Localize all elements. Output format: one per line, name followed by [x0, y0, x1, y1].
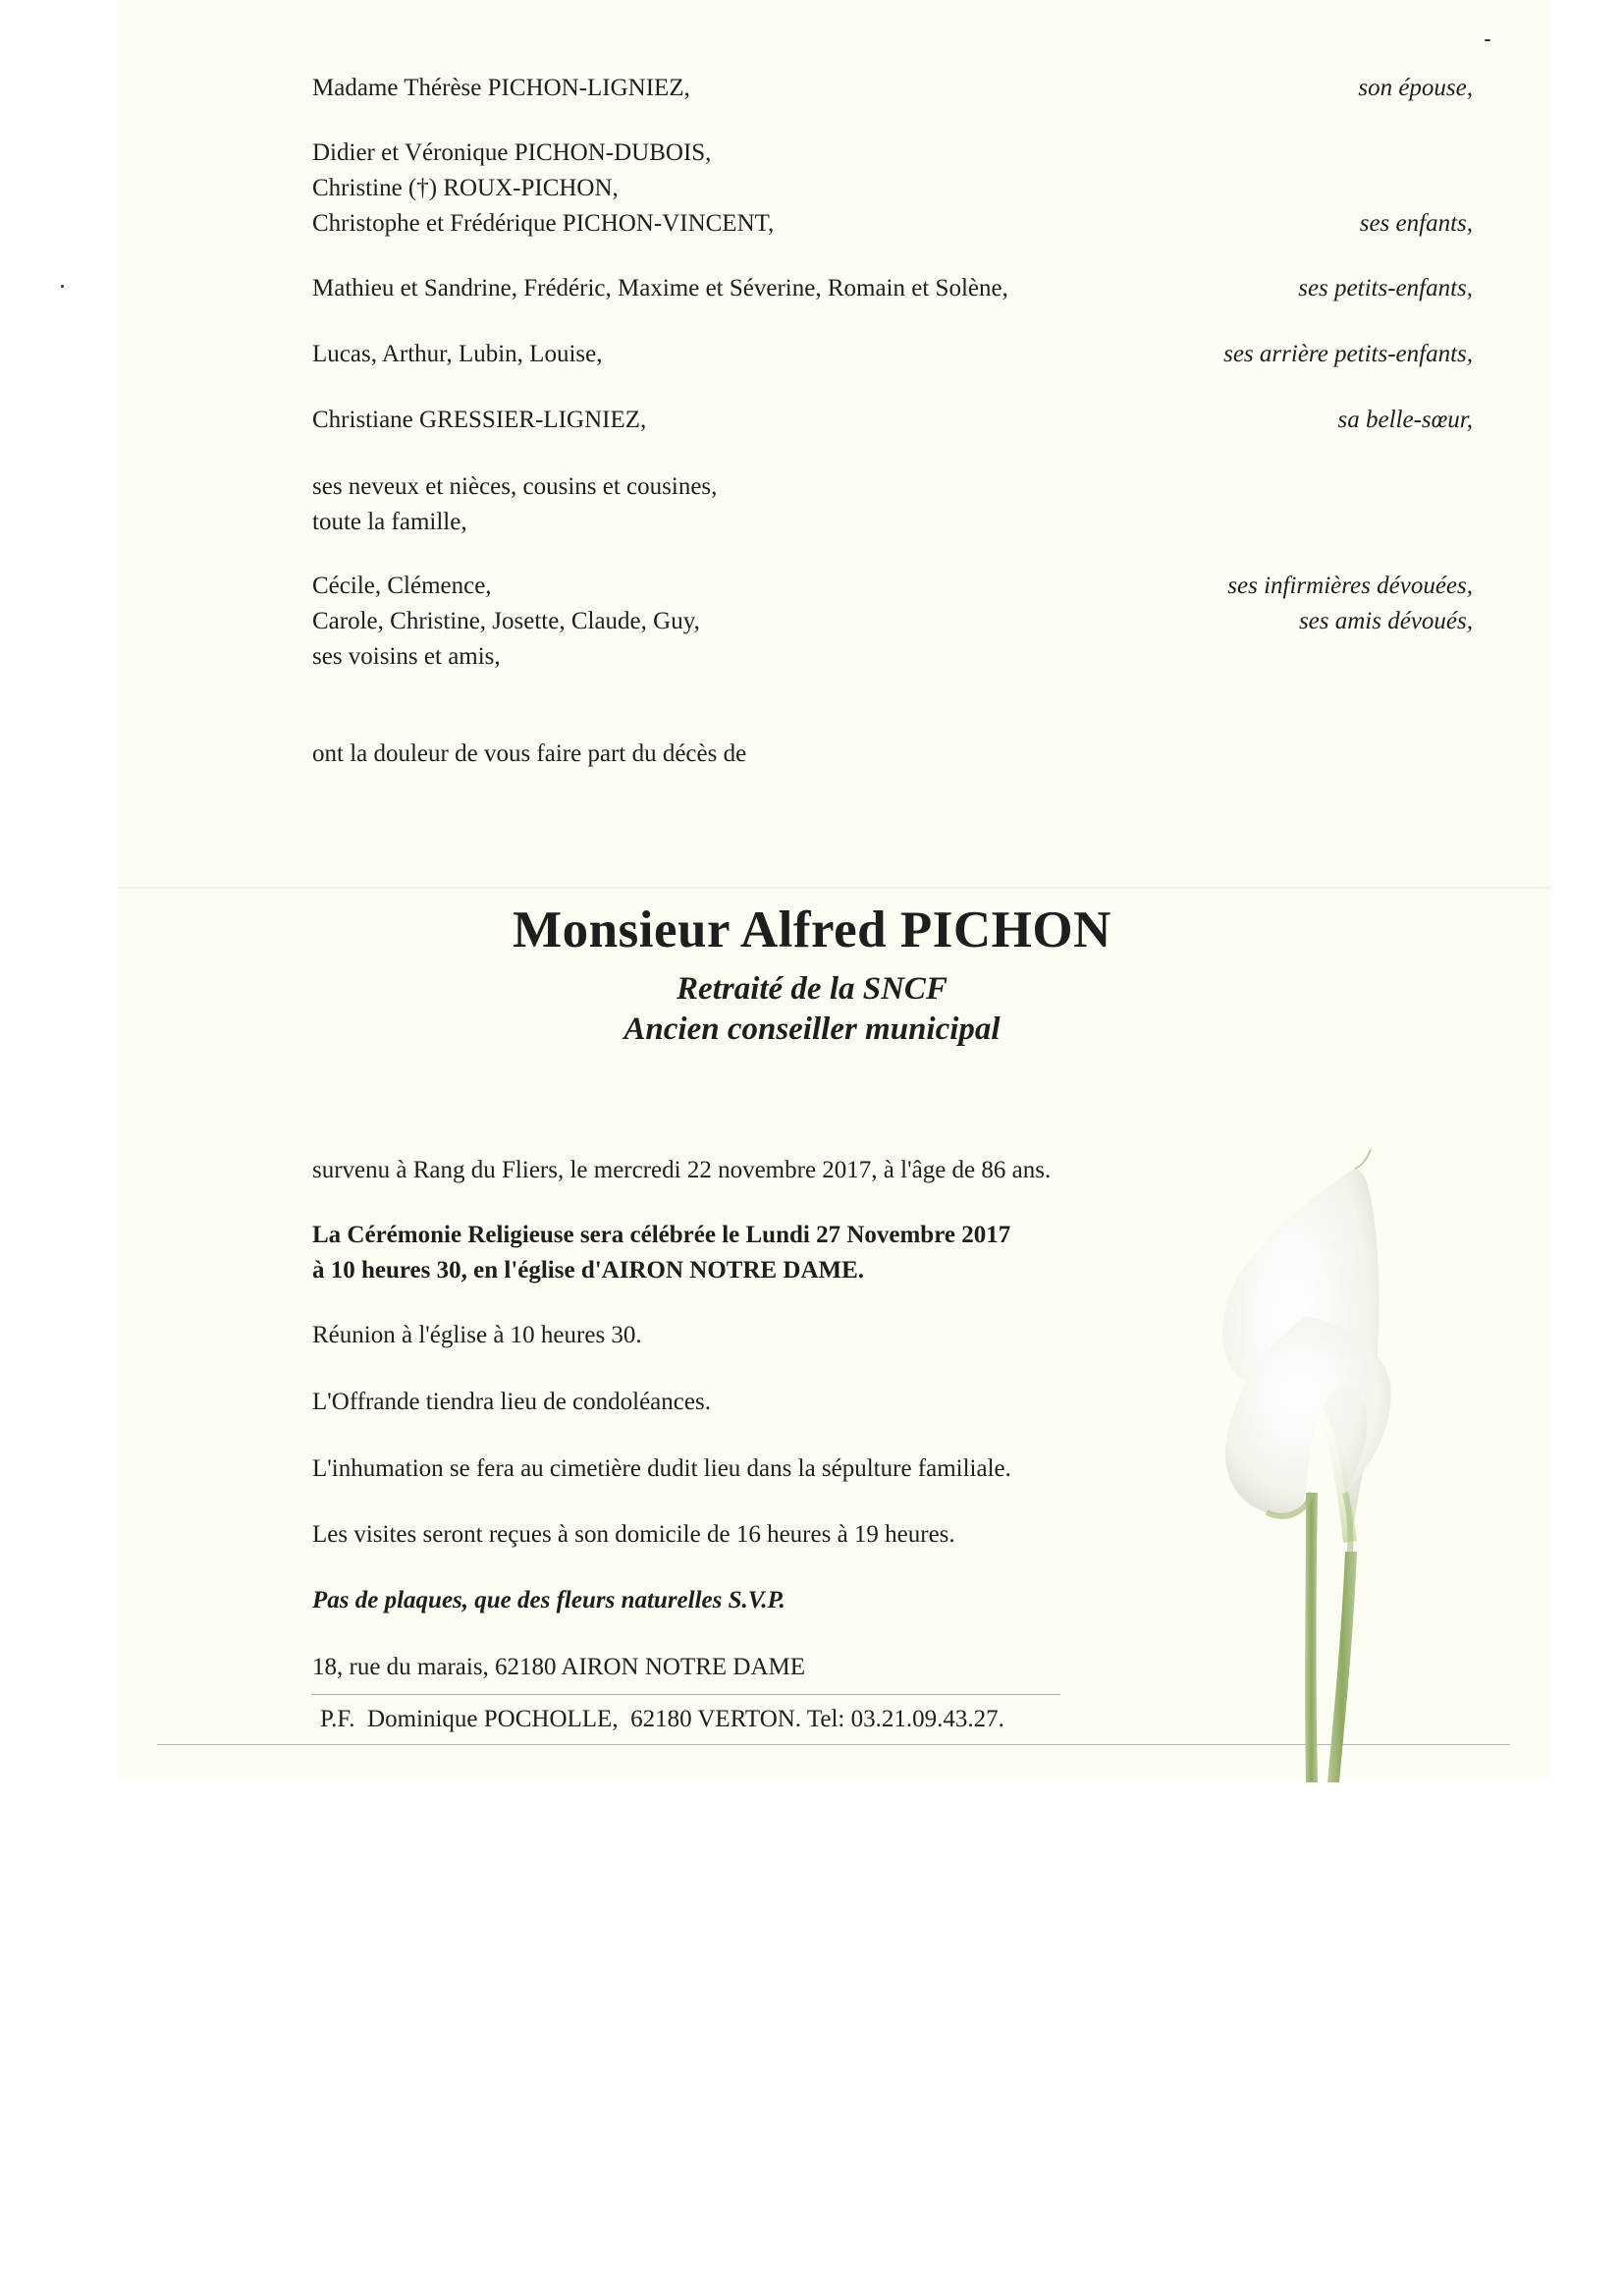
- friends-entry: ses voisins et amis,: [312, 643, 501, 670]
- funeral-home-info: P.F. Dominique POCHOLLE, 62180 VERTON. Tel: 03.21.09.43.27.: [320, 1706, 1004, 1732]
- divider-line: [312, 1694, 1060, 1695]
- great-grandchildren-role: ses arrière petits-enfants,: [1223, 341, 1473, 367]
- scan-speck: [61, 285, 64, 288]
- friends-entry: Cécile, Clémence,: [312, 573, 492, 599]
- child-entry: Christine (†) ROUX-PICHON,: [312, 175, 619, 201]
- visits-info: Les visites seront reçues à son domicile de 16 heures à 19 heures.: [312, 1521, 955, 1548]
- friends-role: ses infirmières dévouées,: [1227, 573, 1473, 599]
- grandchildren-role: ses petits-enfants,: [1298, 275, 1473, 301]
- ceremony-info: [312, 1218, 1010, 1288]
- children-role: ses enfants,: [1359, 210, 1473, 237]
- friends-entry: Carole, Christine, Josette, Claude, Guy,: [312, 608, 700, 634]
- ceremony-line: La Cérémonie Religieuse sera célébrée le Lundi 27 Novembre 2017: [312, 1222, 1011, 1248]
- child-entry: Didier et Véronique PICHON-DUBOIS,: [312, 139, 712, 166]
- grandchildren-names: Mathieu et Sandrine, Frédéric, Maxime et Séverine, Romain et Solène,: [312, 275, 1008, 301]
- deceased-title-1: Retraité de la SNCF: [677, 971, 947, 1007]
- friends-list: [312, 569, 700, 675]
- sister-in-law-role: sa belle-sœur,: [1337, 407, 1473, 433]
- relatives-entry: ses neveux et nièces, cousins et cousines,: [312, 473, 718, 500]
- deceased-name: Monsieur Alfred PICHON: [513, 902, 1111, 958]
- scan-speck: [1485, 39, 1490, 41]
- friends-roles: [1227, 569, 1473, 639]
- deceased-title-2: Ancien conseiller municipal: [623, 1011, 1001, 1047]
- home-address: 18, rue du marais, 62180 AIRON NOTRE DAME: [312, 1654, 806, 1680]
- children-list: [312, 136, 774, 242]
- burial-info: L'inhumation se fera au cimetière dudit lieu dans la sépulture familiale.: [312, 1455, 1011, 1482]
- great-grandchildren-names: Lucas, Arthur, Lubin, Louise,: [312, 341, 603, 367]
- announcement-text: ont la douleur de vous faire part du décès de: [312, 740, 747, 767]
- spouse-name: Madame Thérèse PICHON-LIGNIEZ,: [312, 75, 690, 101]
- relatives-list: [312, 469, 717, 540]
- flowers-request: Pas de plaques, que des fleurs naturelles S.V.P.: [312, 1587, 785, 1613]
- child-entry: Christophe et Frédérique PICHON-VINCENT,: [312, 210, 775, 237]
- relatives-entry: toute la famille,: [312, 509, 467, 535]
- fold-line: [118, 887, 1551, 889]
- sister-in-law-name: Christiane GRESSIER-LIGNIEZ,: [312, 407, 647, 433]
- offering-info: L'Offrande tiendra lieu de condoléances.: [312, 1389, 711, 1415]
- friends-role: ses amis dévoués,: [1298, 608, 1473, 634]
- spouse-role: son épouse,: [1358, 75, 1473, 101]
- death-details: survenu à Rang du Fliers, le mercredi 22 novembre 2017, à l'âge de 86 ans.: [312, 1157, 1052, 1183]
- ceremony-line: à 10 heures 30, en l'église d'AIRON NOTRE DAME.: [312, 1257, 865, 1284]
- meeting-info: Réunion à l'église à 10 heures 30.: [312, 1322, 642, 1348]
- calla-lily-illustration: [1159, 1139, 1551, 1782]
